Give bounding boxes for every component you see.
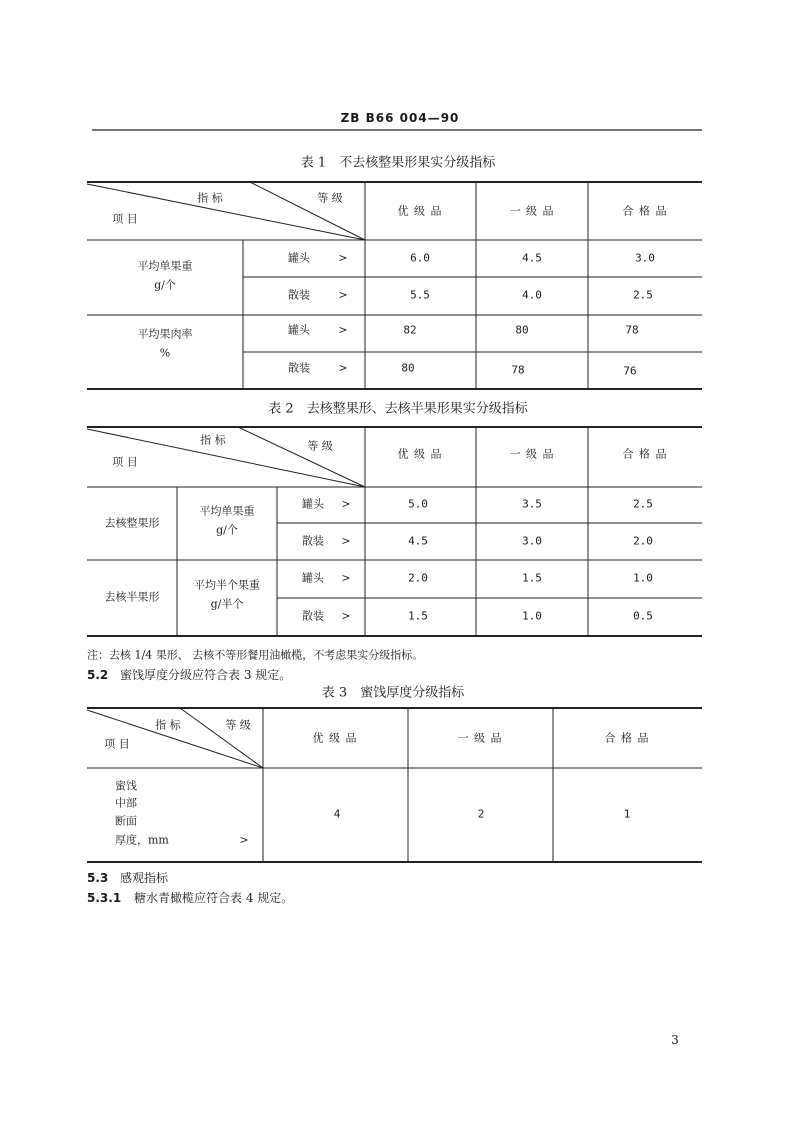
table-2-cell: 1.0	[633, 571, 653, 585]
standard-code: ZB B66 004—90	[340, 111, 460, 125]
table-2-group-1-unit: g/个	[216, 523, 238, 537]
table-2-corner-item: 项 目	[112, 455, 138, 469]
table-1-row-operator: >	[338, 361, 348, 375]
table-3-title: 表 3 蜜饯厚度分级指标	[321, 685, 465, 701]
table-1-cell: 4.0	[522, 288, 542, 302]
table-3-grade-qualified: 合 格 品	[604, 731, 650, 745]
table-1-grid	[87, 182, 702, 389]
table-1-corner-indicator: 指 标	[197, 191, 223, 205]
table-1-grade-first: 一 级 品	[509, 204, 555, 218]
table-2-cell: 0.5	[633, 609, 653, 623]
table-1-row-operator: >	[338, 323, 348, 337]
table-2-group-2-category: 去核半果形	[104, 590, 160, 604]
table-1-cell: 80	[401, 361, 415, 375]
table-2-row-operator: >	[341, 534, 351, 548]
table-1-cell: 78	[511, 363, 525, 377]
table-2-row-type: 罐头	[302, 497, 324, 511]
table-3-grade-premium: 优 级 品	[312, 731, 358, 745]
table-2-row-type: 散装	[302, 609, 324, 623]
table-3-corner-item: 项 目	[104, 737, 130, 751]
table-3-corner-indicator: 指 标	[155, 718, 181, 732]
table-1-cell: 2.5	[633, 288, 653, 302]
table-1-row-type: 散装	[288, 361, 310, 375]
table-2-grade-qualified: 合 格 品	[622, 447, 668, 461]
table-2-row-type: 罐头	[302, 571, 324, 585]
page-number: 3	[671, 1033, 679, 1047]
table-1-cell: 4.5	[522, 251, 542, 265]
table-1-cell: 6.0	[410, 251, 430, 265]
table-2-group-1-name: 平均单果重	[199, 504, 255, 518]
table-1-row-type: 散装	[288, 288, 310, 302]
table-1-grade-qualified: 合 格 品	[622, 204, 668, 218]
table-1-group-1-unit: g/个	[154, 278, 176, 292]
table-3-cell: 1	[623, 807, 631, 821]
table-1-row-type: 罐头	[288, 251, 310, 265]
table-2-row-operator: >	[341, 497, 351, 511]
table-3-item-line: 厚度，mm	[115, 833, 169, 847]
table-2-cell: 2.0	[408, 571, 428, 585]
clause-5-3-1-number: 5.3.1	[87, 891, 122, 905]
table-1-cell: 78	[625, 323, 639, 337]
table-2-group-2-unit: g/半个	[210, 597, 244, 611]
table-1-row-operator: >	[338, 288, 348, 302]
table-3-cell: 4	[333, 807, 341, 821]
clause-5-3-text: 感观指标	[120, 871, 169, 885]
table-1-corner-grade: 等 级	[317, 191, 343, 205]
table-1-cell: 76	[623, 364, 637, 378]
table-2-cell: 3.5	[522, 497, 542, 511]
table-2-grade-first: 一 级 品	[509, 447, 555, 461]
table-3-item-line: 中部	[115, 796, 137, 810]
table-3-corner-grade: 等 级	[225, 718, 251, 732]
table-2-cell: 5.0	[408, 497, 428, 511]
table-1-grade-premium: 优 级 品	[397, 204, 443, 218]
table-1-cell: 80	[515, 323, 529, 337]
table-3-grade-first: 一 级 品	[457, 731, 503, 745]
table-2-grid	[87, 427, 702, 636]
table-1-cell: 5.5	[410, 288, 430, 302]
table-2-row-operator: >	[341, 571, 351, 585]
table-2-row-type: 散装	[302, 534, 324, 548]
table-1-corner-item: 项 目	[112, 212, 138, 226]
table-2-note: 注：去核 1/4 果形、 去核不等形餐用油橄榄，不考虑果实分级指标。	[87, 648, 424, 662]
table-1-group-2-name: 平均果肉率	[137, 327, 193, 341]
table-2-cell: 2.0	[633, 534, 653, 548]
table-2-corner-indicator: 指 标	[200, 433, 226, 447]
table-2-group-2-name: 平均半个果重	[194, 578, 260, 592]
table-1-cell: 82	[403, 323, 417, 337]
clause-5-3-number: 5.3	[87, 871, 109, 885]
table-1-row-type: 罐头	[288, 323, 310, 337]
table-2-cell: 1.0	[522, 609, 542, 623]
table-2-cell: 2.5	[633, 497, 653, 511]
table-3-cell: 2	[477, 807, 485, 821]
table-2-corner-grade: 等 级	[307, 439, 333, 453]
table-2-cell: 1.5	[522, 571, 542, 585]
table-3-item-line: 断面	[115, 814, 137, 828]
table-2-title: 表 2 去核整果形、去核半果形果实分级指标	[268, 401, 528, 417]
table-2-cell: 3.0	[522, 534, 542, 548]
table-1-row-operator: >	[338, 251, 348, 265]
clause-5-3-1-text: 糖水青橄榄应符合表 4 规定。	[134, 891, 294, 905]
table-2-group-1-category: 去核整果形	[104, 516, 160, 530]
table-2-grade-premium: 优 级 品	[397, 447, 443, 461]
table-3-operator: >	[239, 833, 249, 847]
clause-5-2-number: 5.2	[87, 668, 109, 682]
table-1-group-1-name: 平均单果重	[137, 259, 193, 273]
table-1-cell: 3.0	[635, 251, 655, 265]
table-3-item-line: 蜜饯	[115, 779, 137, 793]
table-2-row-operator: >	[341, 609, 351, 623]
clause-5-2-text: 蜜饯厚度分级应符合表 3 规定。	[120, 668, 292, 682]
table-2-cell: 4.5	[408, 534, 428, 548]
table-2-cell: 1.5	[408, 609, 428, 623]
table-1-group-2-unit: %	[159, 346, 171, 360]
table-1-title: 表 1 不去核整果形果实分级指标	[300, 155, 496, 171]
